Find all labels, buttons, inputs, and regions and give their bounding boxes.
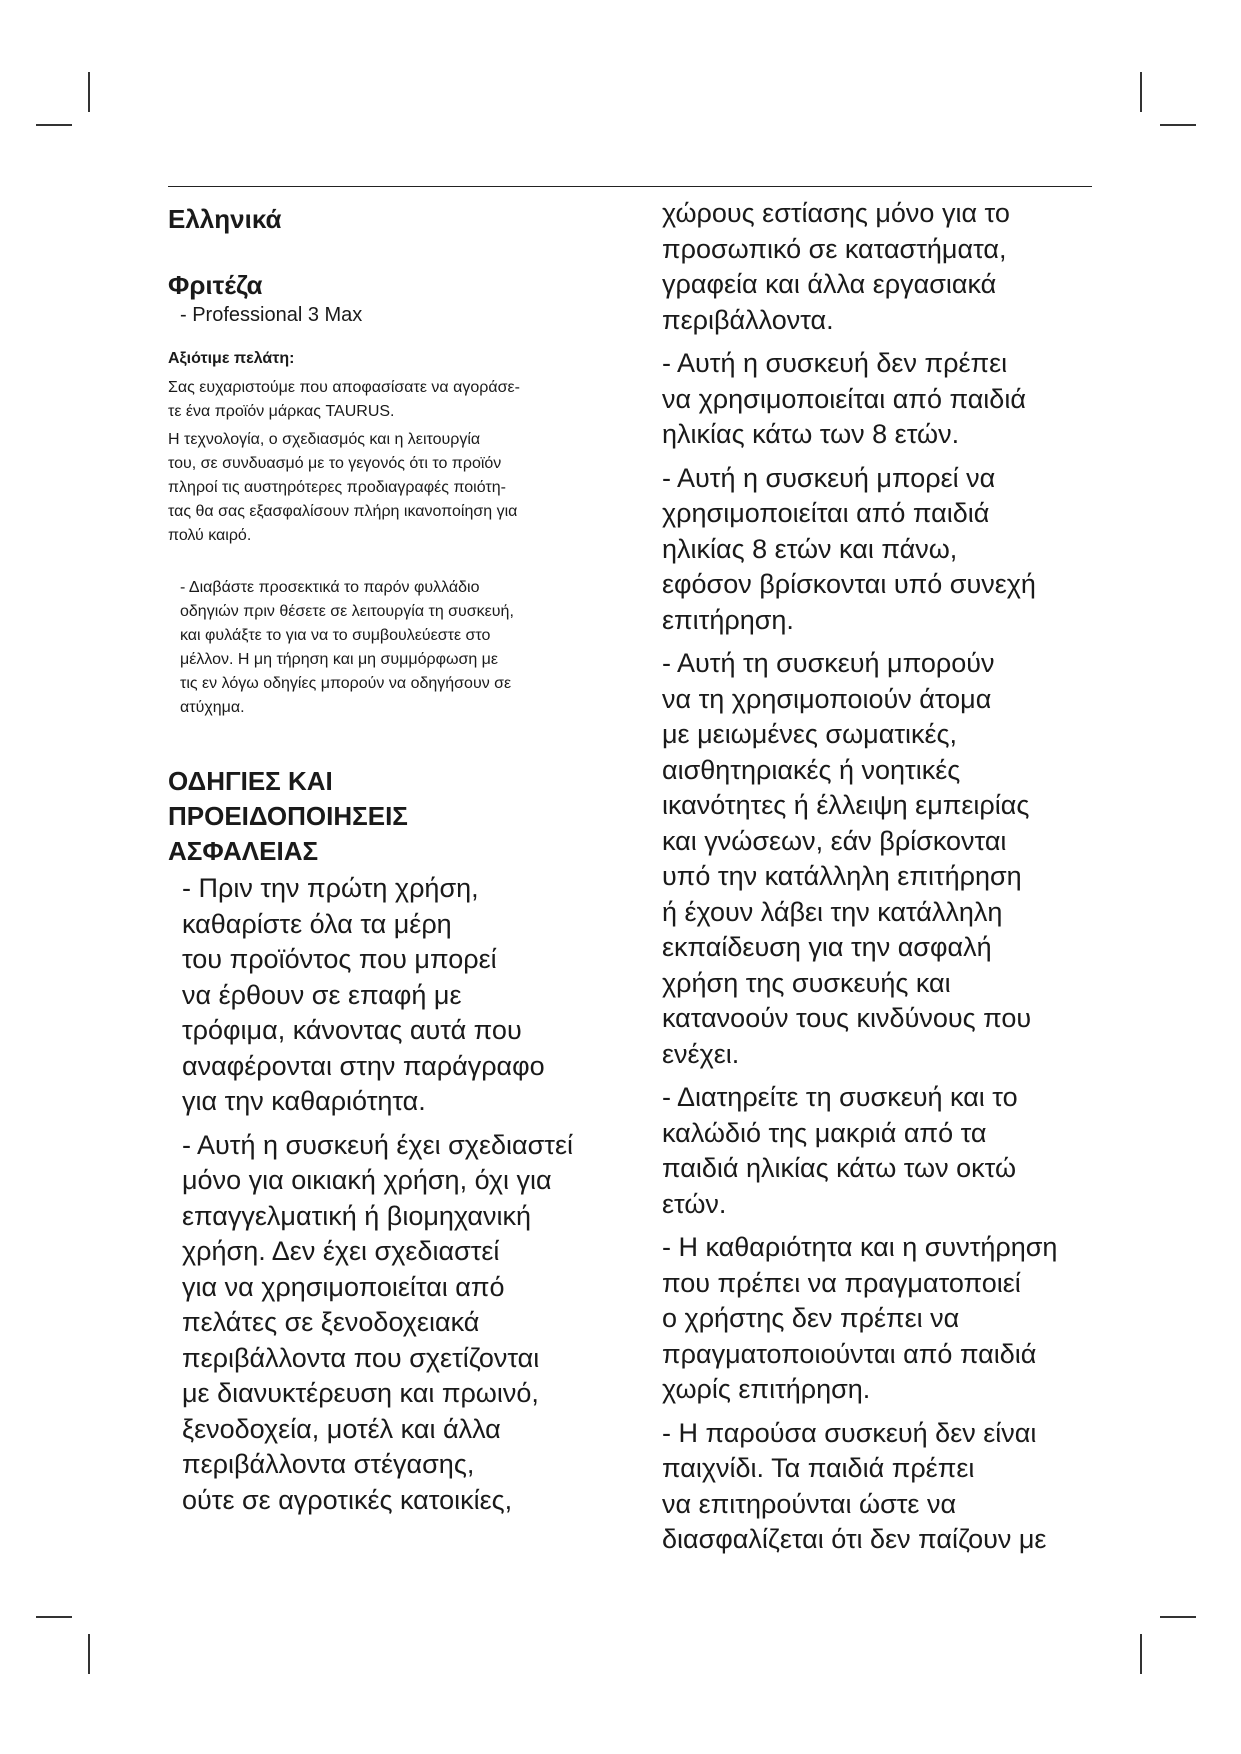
language-title: Ελληνικά (168, 204, 282, 234)
left-safety-items (168, 871, 638, 1518)
left-column (168, 196, 638, 1526)
crop-mark-bottom-left-horizontal (36, 1616, 72, 1618)
safety-heading: ΟΔΗΓΙΕΣ ΚΑΙ ΠΡΟΕΙΔΟΠΟΙΗΣΕΙΣ ΑΣΦΑΛΕΙΑΣ (168, 766, 408, 866)
crop-mark-top-left-horizontal (36, 124, 72, 126)
crop-mark-top-right-horizontal (1160, 124, 1196, 126)
intro-paragraph: Η τεχνολογία, ο σχεδιασμός και η λειτουργία του, σε συνδυασμό με το γεγονός ότι το προϊόν πληροί τις αυστηρότερες προδιαγραφές ποιότη- τας θα σας εξασφαλίσουν πλήρη ικανοποίηση για πολύ καιρό. (168, 431, 518, 544)
safety-item: - Αυτή τη συσκευή μπορούν να τη χρησιμοποιούν άτομα με μειωμένες σωματικές, αισθητηριακές ή νοητικές ικανότητες ή έλλειψη εμπειρίας και γνώσεων, εάν βρίσκονται υπό την κατάλληλη επιτήρηση ή έχουν λάβει την κατάλληλη εκπαίδευση για την ασφαλή χρήση της συσκευής και κατανοούν τους κινδύνους που ενέχει. (662, 648, 1032, 1069)
intro-paragraph: Σας ευχαριστούμε που αποφασίσατε να αγοράσε- τε ένα προϊόν μάρκας TAURUS. (168, 379, 520, 420)
intro-section (168, 376, 638, 548)
crop-mark-bottom-right-vertical (1140, 1634, 1142, 1674)
safety-item: - Πριν την πρώτη χρήση, καθαρίστε όλα τα μέρη του προϊόντος που μπορεί να έρθουν σε επαφή με τρόφιμα, κάνοντας αυτά που αναφέρονται στην παράγραφο για την καθαριότητα. (182, 873, 545, 1116)
right-column (662, 196, 1112, 1566)
right-safety-items (662, 196, 1112, 1558)
safety-item: - Διατηρείτε τη συσκευή και το καλώδιό της μακριά από τα παιδιά ηλικίας κάτω των οκτώ ετών. (662, 1082, 1018, 1219)
crop-mark-bottom-right-horizontal (1160, 1616, 1196, 1618)
safety-item: - Η καθαριότητα και η συντήρηση που πρέπει να πραγματοποιεί ο χρήστης δεν πρέπει να πραγματοποιούνται από παιδιά χωρίς επιτήρηση. (662, 1232, 1058, 1404)
crop-mark-top-right-vertical (1140, 72, 1142, 112)
product-model: - Professional 3 Max (180, 304, 363, 326)
product-name: Φριτέζα (168, 270, 263, 300)
crop-mark-bottom-left-vertical (88, 1634, 90, 1674)
safety-item: - Αυτή η συσκευή έχει σχεδιαστεί μόνο για οικιακή χρήση, όχι για επαγγελματική ή βιομηχανική χρήση. Δεν έχει σχεδιαστεί για να χρησιμοποιείται από πελάτες σε ξενοδοχειακά περιβάλλοντα που σχετίζονται με διανυκτέρευση και πρωινό, ξενοδοχεία, μοτέλ και άλλα περιβάλλοντα στέγασης, ούτε σε αγροτικές κατοικίες, (182, 1129, 574, 1515)
read-instructions-notice: - Διαβάστε προσεκτικά το παρόν φυλλάδιο οδηγιών πριν θέσετε σε λειτουργία τη συσκευή, και φυλάξτε το για να το συμβουλεύεστε στο μέλλον. Η μη τήρηση και μη συμμόρφωση με τις εν λόγω οδηγίες μπορούν να οδηγήσουν σε ατύχημα. (180, 579, 514, 716)
safety-item-continuation: χώρους εστίασης μόνο για το προσωπικό σε καταστήματα, γραφεία και άλλα εργασιακά περιβάλλοντα. (662, 198, 1010, 335)
greeting: Αξιότιμε πελάτη: (168, 350, 295, 367)
safety-item: - Αυτή η συσκευή δεν πρέπει να χρησιμοποιείται από παιδιά ηλικίας κάτω των 8 ετών. (662, 348, 1026, 449)
safety-item: - Η παρούσα συσκευή δεν είναι παιχνίδι. Τα παιδιά πρέπει να επιτηρούνται ώστε να διασφαλίζεται ότι δεν παίζουν με (662, 1417, 1047, 1554)
safety-item: - Αυτή η συσκευή μπορεί να χρησιμοποιείται από παιδιά ηλικίας 8 ετών και πάνω, εφόσον βρίσκονται υπό συνεχή επιτήρηση. (662, 462, 1036, 635)
crop-mark-top-left-vertical (88, 72, 90, 112)
top-rule-divider (168, 186, 1092, 187)
